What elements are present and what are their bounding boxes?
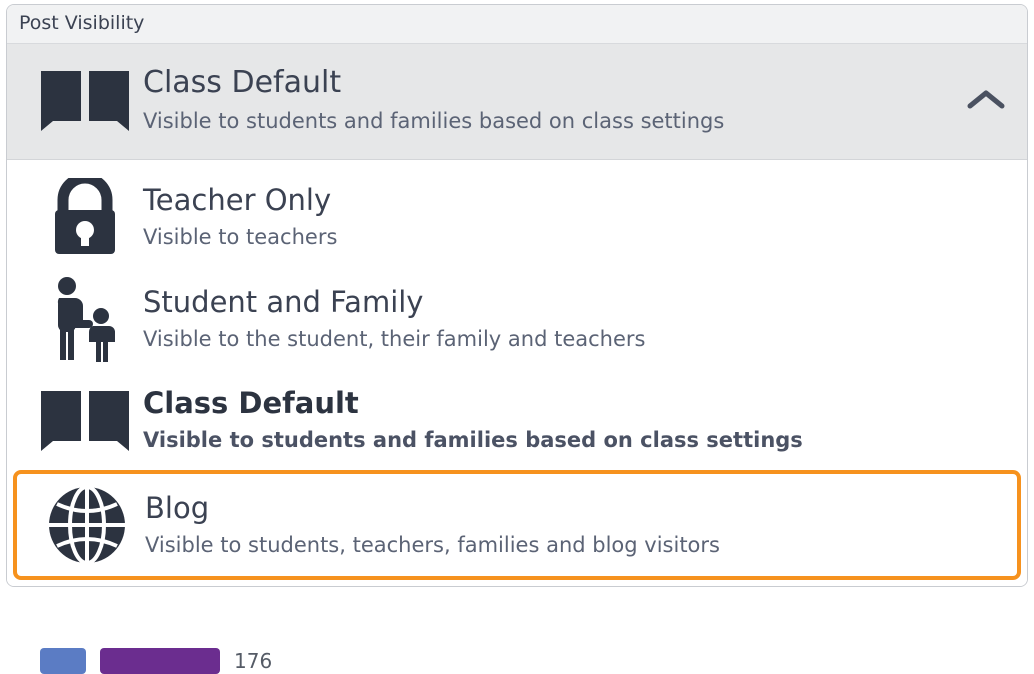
post-visibility-panel (6, 4, 1028, 587)
visibility-option-student-and-family[interactable] (7, 266, 1027, 372)
background-chip-purple (100, 648, 220, 674)
option-title: Class Default (143, 385, 359, 420)
visibility-option-text (133, 387, 1009, 454)
option-subtitle: Visible to students, teachers, families and blog visitors (145, 532, 720, 557)
option-title: Teacher Only (143, 182, 332, 217)
parent-and-child-icon (37, 276, 133, 362)
visibility-option-teacher-only[interactable] (7, 168, 1027, 266)
option-title: Student and Family (143, 284, 424, 319)
visibility-option-blog[interactable] (13, 470, 1021, 580)
globe-icon (39, 484, 135, 566)
option-subtitle: Visible to students and families based on class settings (143, 427, 803, 452)
panel-title: Post Visibility (7, 5, 1027, 44)
selected-visibility-text (133, 66, 963, 134)
visibility-options-list (7, 160, 1027, 586)
selected-visibility-subtitle: Visible to students and families based on class settings (143, 108, 725, 133)
visibility-option-text (133, 184, 1009, 251)
visibility-option-text (133, 286, 1009, 353)
option-subtitle: Visible to the student, their family and teachers (143, 326, 646, 351)
lock-icon (37, 178, 133, 256)
option-title: Blog (145, 490, 210, 525)
background-chip-blue (40, 648, 86, 674)
visibility-option-class-default[interactable] (7, 372, 1027, 468)
open-book-icon (37, 389, 133, 451)
option-subtitle: Visible to teachers (143, 224, 338, 249)
open-book-icon (37, 69, 133, 131)
chevron-up-icon[interactable] (963, 88, 1009, 112)
background-partial-row (40, 648, 272, 674)
visibility-option-text (135, 492, 999, 559)
selected-visibility-title: Class Default (143, 65, 342, 101)
background-partial-text: 176 (234, 649, 273, 673)
selected-visibility-row[interactable] (7, 44, 1027, 160)
